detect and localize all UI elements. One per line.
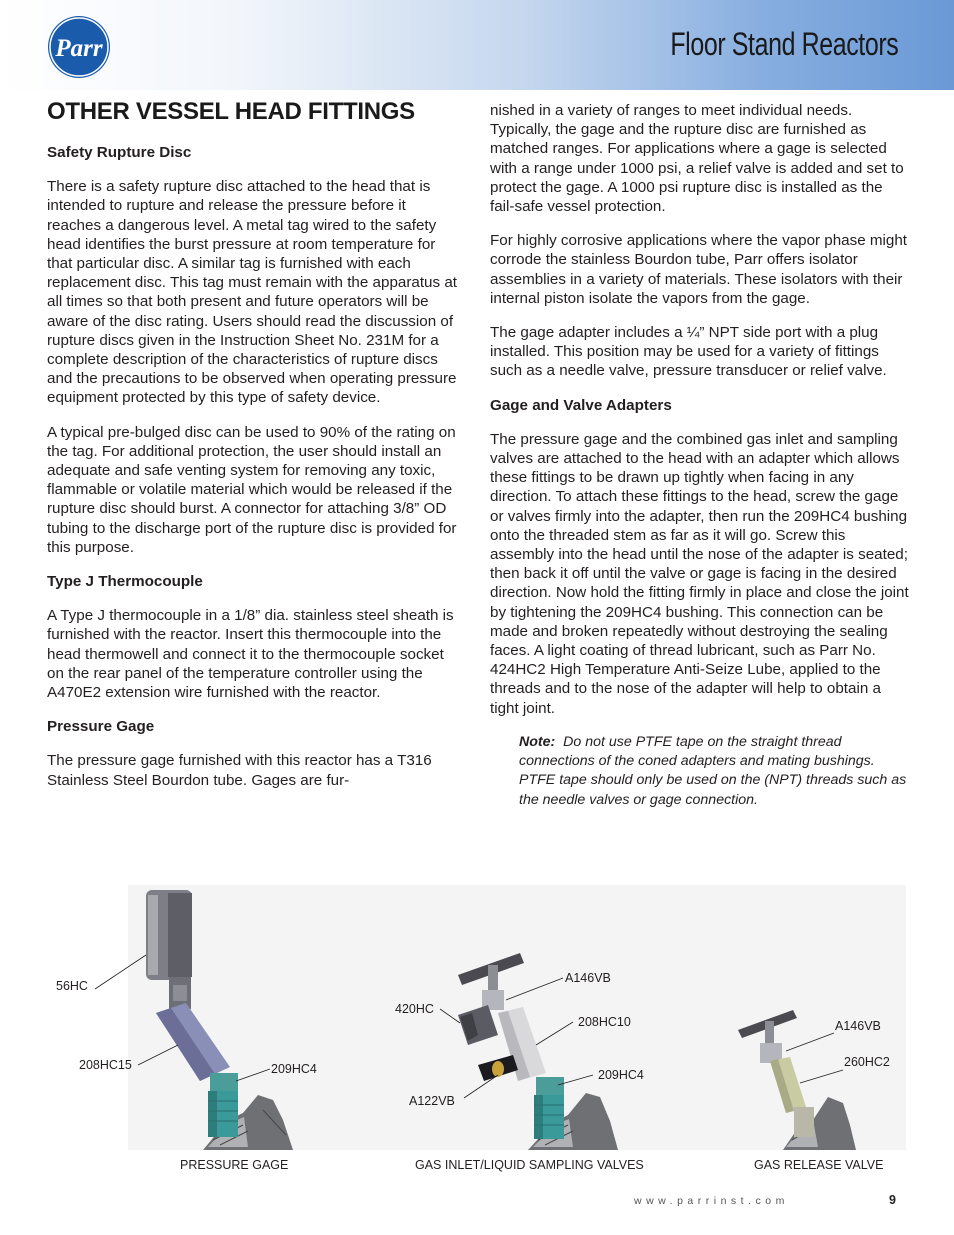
page-title: Floor Stand Reactors	[669, 26, 898, 62]
callout-a122vb: A122VB	[409, 1094, 455, 1108]
heading-gage-valve-adapters: Gage and Valve Adapters	[490, 396, 672, 414]
callout-208hc10: 208HC10	[578, 1015, 631, 1029]
page-header	[0, 0, 954, 90]
caption-pressure-gage: PRESSURE GAGE	[180, 1158, 289, 1172]
caption-gas-inlet-valves: GAS INLET/LIQUID SAMPLING VALVES	[415, 1158, 644, 1172]
note-label: Note:	[519, 733, 556, 750]
callout-56hc: 56HC	[56, 979, 88, 993]
paragraph-rupture-disc: There is a safety rupture disc attached to the head that is intended to rupture and release the pressure before it reaches a dangerous level. A metal tag wired to the safety head identifies the burst pressure at room temperature for that particular disc. A similar tag is furnished with each replacement disc. This tag must remain with the apparatus at all times so that both present and future operators will be aware of the disc rating. Users should read the discussion of rupture discs given in the Instruction Sheet No. 231M for a complete description of the characteristics of rupture discs and the precautions to be observed when operating pressure equipment protected by this type of safety device.	[47, 178, 457, 407]
callout-420hc: 420HC	[395, 1002, 434, 1016]
paragraph-corrosive-applications: For highly corrosive applications where the vapor phase might corrode the stainless Bourdon tube, Parr offers isolator assemblies in a variety of materials. These isolators with their internal piston isolate the vapors from the gage.	[490, 232, 908, 307]
paragraph-thermocouple: A Type J thermocouple in a 1/8” dia. stainless steel sheath is furnished with the reactor. Insert this thermocouple into the head thermowell and connect it to the thermocouple socket on the rear panel of the temperature controller using the A470E2 extension wire furnished with the reactor.	[47, 607, 454, 702]
paragraph-gage-ranges: nished in a variety of ranges to meet individual needs. Typically, the gage and the rupture disc are furnished as matched ranges. For applications where a gage is selected with a range under 1000 psi, a relief valve is added and set to protect the gage. A 1000 psi rupture disc is installed as the fail-safe vessel protection.	[490, 102, 904, 216]
footer-url: www.parrinst.com	[634, 1195, 789, 1207]
page-number: 9	[889, 1193, 896, 1207]
parr-logo-mark	[48, 16, 110, 78]
paragraph-gage-valve-adapters: The pressure gage and the combined gas inlet and sampling valves are attached to the head with an adapter which allows these fittings to be drawn up tightly when facing in any direction. To attach these fittings to the head, screw the gage or valves firmly into the adapter, then run the 209HC4 bushing onto the threaded stem as far as it will go. Screw this assembly into the head until the nose of the adapter is seated; then back it off until the valve or gage is facing in the desired direction. Now hold the fitting firmly in place and close the joint by tightening the 209HC4 bushing. This connection can be made and broken repeatedly without destroying the sealing faces. A light coating of thread lubricant, such as Parr No. 424HC2 High Temperature Anti-Seize Lube, applied to the threads and to the nose of the adapter will help to obtain a tight joint.	[490, 430, 909, 717]
bushing-209hc4-a	[210, 1073, 238, 1093]
caption-gas-release-valve: GAS RELEASE VALVE	[754, 1158, 884, 1172]
parr-logo	[48, 16, 110, 78]
callout-260hc2: 260HC2	[844, 1055, 890, 1069]
note-text: Do not use PTFE tape on the straight thread connections of the coned adapters and mating bushings. PTFE tape should only be used on the (NPT) threads such as the needle valves or gage connection.	[519, 733, 907, 808]
logo-text: Parr	[55, 35, 103, 62]
heading-type-j-thermocouple: Type J Thermocouple	[47, 573, 203, 591]
paragraph-gage-adapter-port: The gage adapter includes a ¼” NPT side port with a plug installed. This position may be used for a variety of fittings such as a needle valve, pressure transducer or relief valve.	[490, 324, 887, 380]
heading-pressure-gage: Pressure Gage	[47, 718, 155, 736]
pressure-gage-assembly	[95, 890, 293, 1150]
section-title: OTHER VESSEL HEAD FITTINGS	[47, 98, 415, 125]
callout-a146vb-a: A146VB	[565, 971, 611, 985]
paragraph-pre-bulged-disc: A typical pre-bulged disc can be used to 90% of the rating on the tag. For additional protection, the user should install an adequate and safe venting system for removing any toxic, flammable or volatile material which would be released if the rupture disc should burst. A connector for attaching 3/8” OD tubing to the discharge port of the rupture disc is provided for this purpose.	[47, 423, 457, 556]
heading-safety-rupture-disc: Safety Rupture Disc	[47, 144, 192, 161]
callout-a146vb-b: A146VB	[835, 1019, 881, 1033]
left-column	[47, 143, 462, 805]
callout-209hc4-b: 209HC4	[598, 1068, 644, 1082]
right-column	[490, 101, 910, 810]
fittings-illustration	[48, 885, 906, 1155]
fittings-figure	[48, 885, 906, 1185]
note	[519, 733, 910, 810]
paragraph-pressure-gage: The pressure gage furnished with this reactor has a T316 Stainless Steel Bourdon tube. Gages are fur-	[47, 752, 432, 789]
bushing-209hc4-b	[536, 1077, 564, 1097]
callout-208hc15: 208HC15	[79, 1058, 132, 1072]
callout-209hc4-a: 209HC4	[271, 1062, 317, 1076]
